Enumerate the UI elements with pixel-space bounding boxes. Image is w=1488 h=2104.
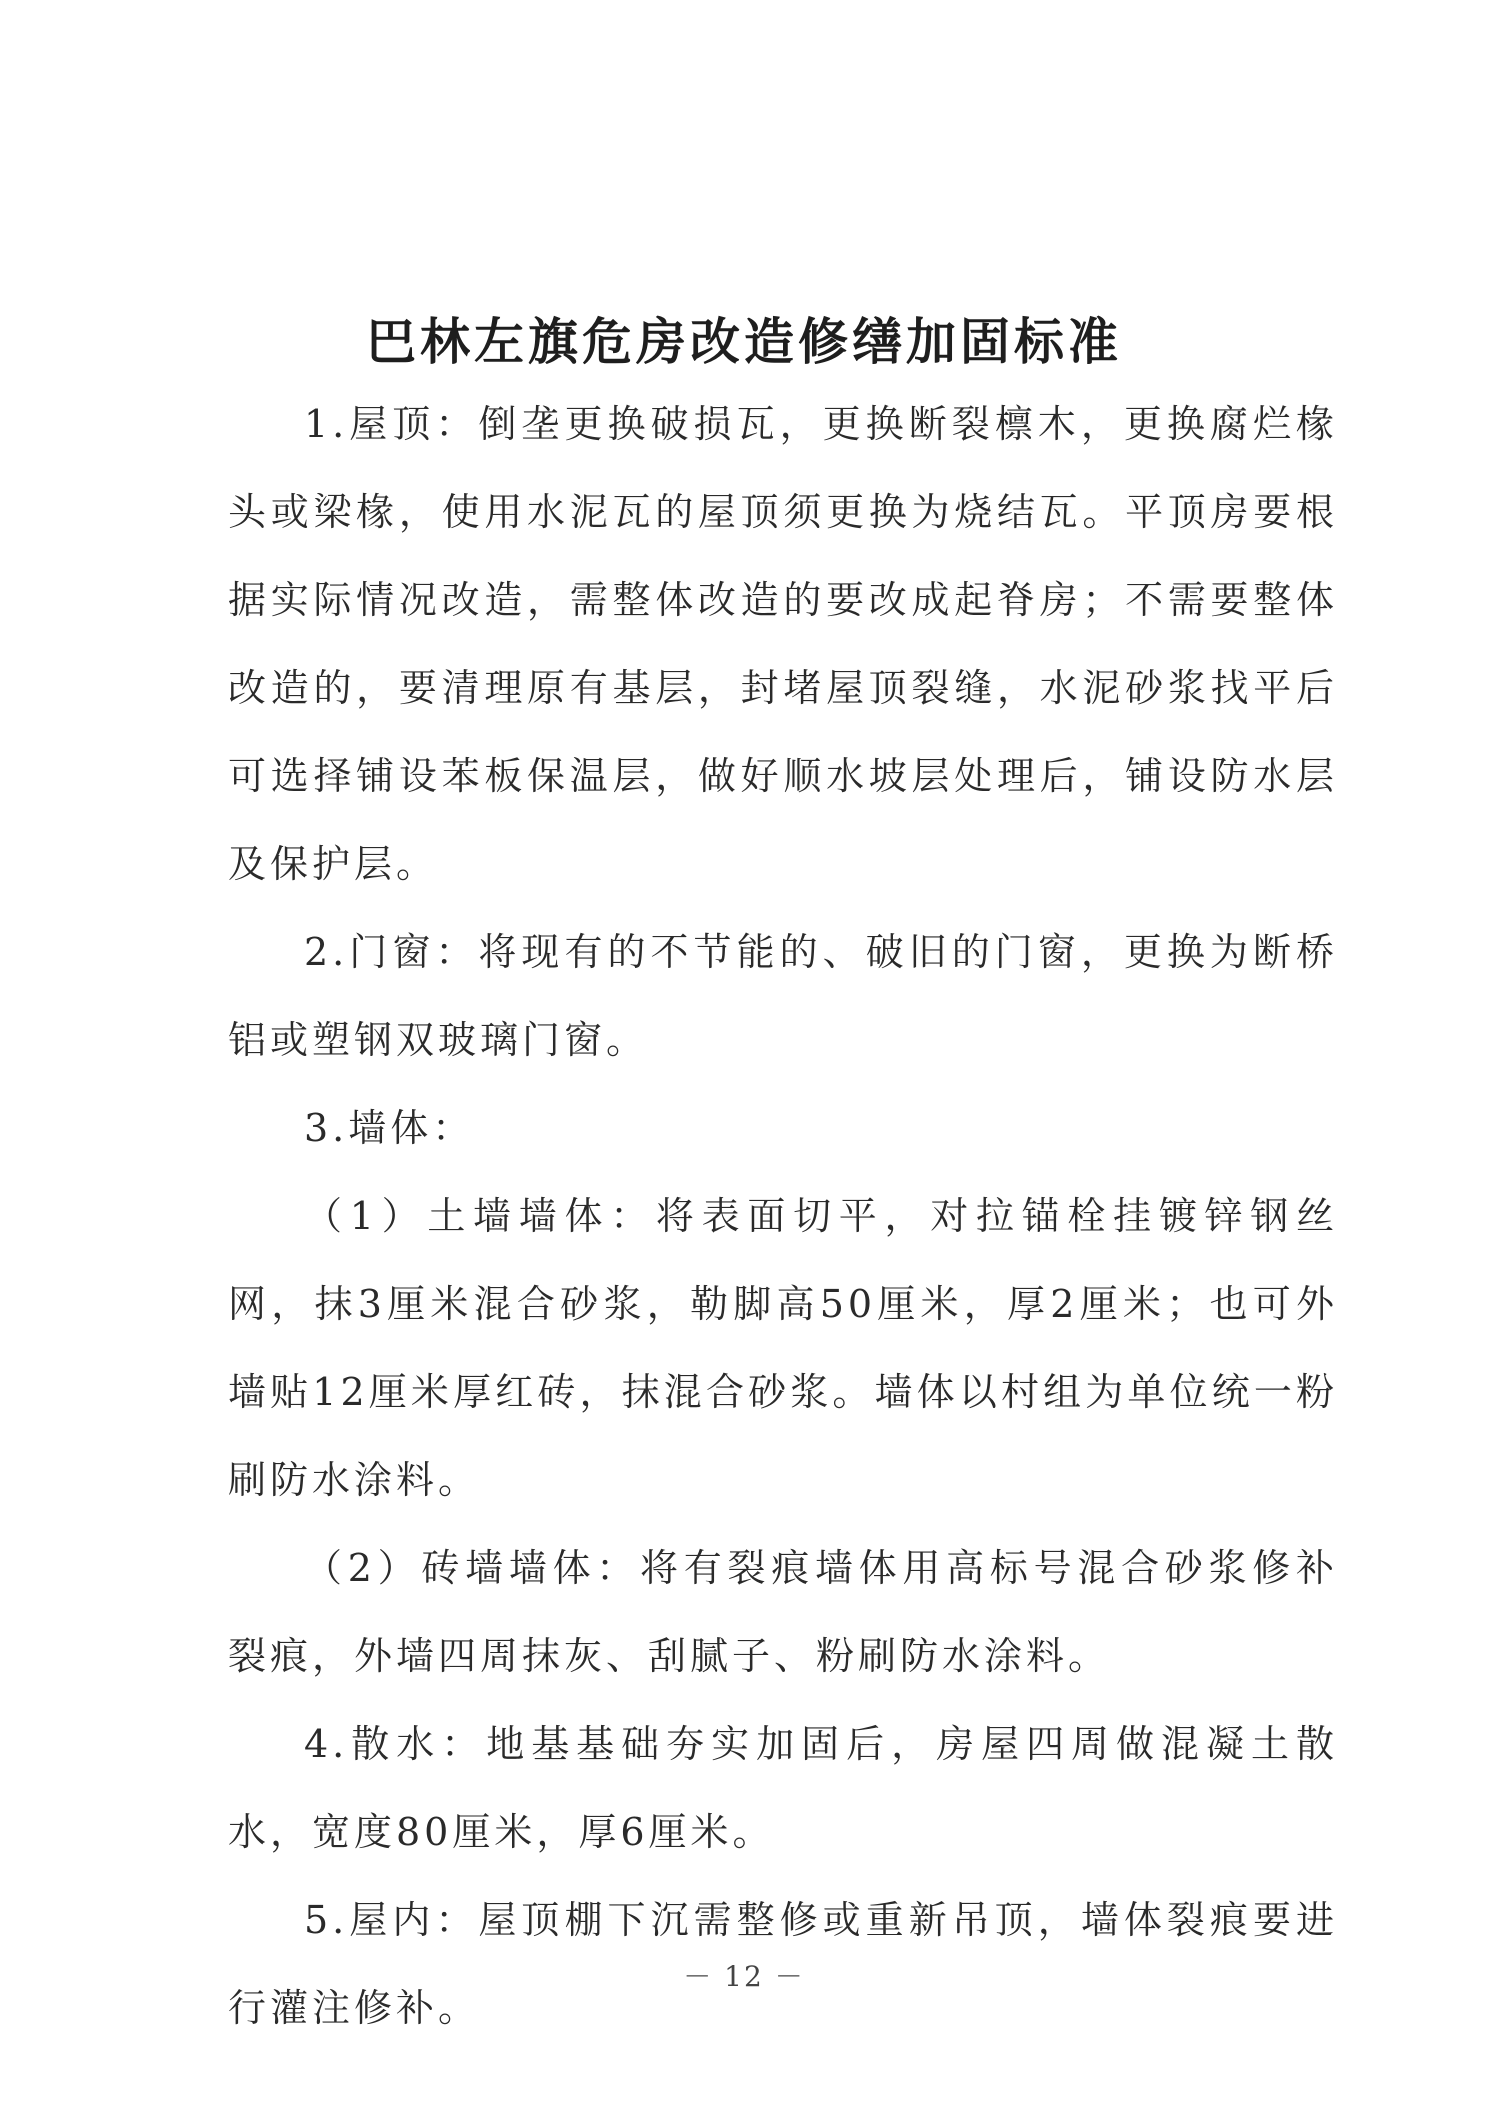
paragraph-apron: 4.散水：地基基础夯实加固后，房屋四周做混凝土散水，宽度80厘米，厚6厘米。 (228, 1722, 1338, 1854)
paragraph-interior: 5.屋内：屋顶棚下沉需整修或重新吊顶，墙体裂痕要进行灌注修补。 (228, 1898, 1338, 2030)
document-title: 巴林左旗危房改造修缮加固标准 (366, 312, 1122, 371)
page-number: － 12 － (683, 1960, 805, 1993)
paragraph-brick-wall: （2）砖墙墙体：将有裂痕墙体用高标号混合砂浆修补裂痕，外墙四周抹灰、刮腻子、粉刷防水涂料。 (228, 1546, 1338, 1678)
paragraph-walls-heading: 3.墙体： (304, 1106, 475, 1150)
document-body (228, 380, 1338, 2052)
paragraph-doors-windows: 2.门窗：将现有的不节能的、破旧的门窗，更换为断桥铝或塑钢双玻璃门窗。 (228, 930, 1338, 1062)
paragraph-earth-wall: （1）土墙墙体：将表面切平，对拉锚栓挂镀锌钢丝网，抹3厘米混合砂浆，勒脚高50厘米，厚2厘米；也可外墙贴12厘米厚红砖，抹混合砂浆。墙体以村组为单位统一粉刷防水涂料。 (228, 1194, 1338, 1502)
paragraph-roof: 1.屋顶：倒垄更换破损瓦，更换断裂檩木，更换腐烂椽头或梁椽，使用水泥瓦的屋顶须更换为烧结瓦。平顶房要根据实际情况改造，需整体改造的要改成起脊房；不需要整体改造的，要清理原有基层，封堵屋顶裂缝，水泥砂浆找平后可选择铺设苯板保温层，做好顺水坡层处理后，铺设防水层及保护层。 (228, 402, 1338, 886)
